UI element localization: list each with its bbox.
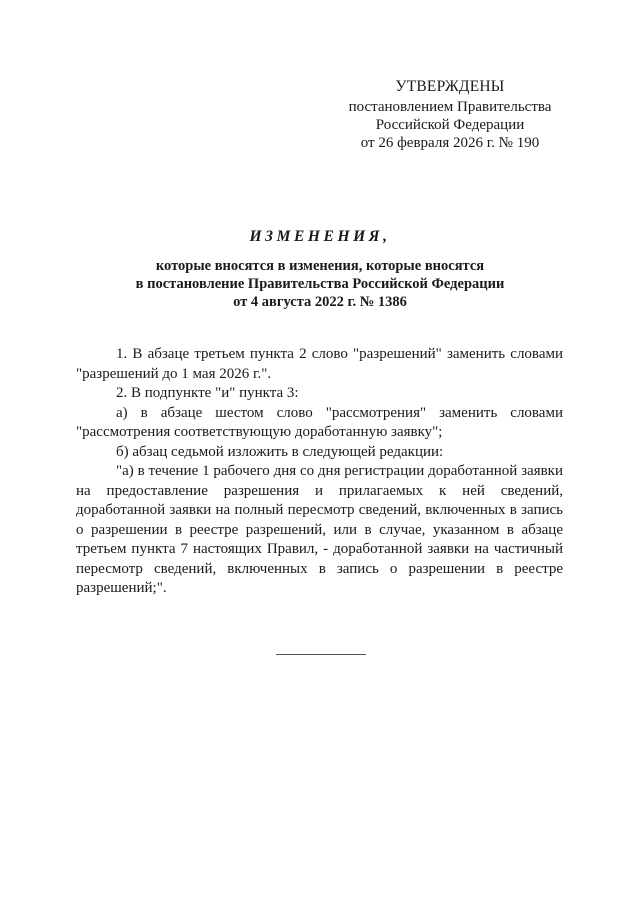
paragraph-4: б) абзац седьмой изложить в следующей редакции: [116,443,444,460]
approval-line-1: постановлением Правительства [348,99,552,115]
document-body [76,345,563,599]
paragraph-5: "а) в течение 1 рабочего дня со дня регистрации доработанной заявки на предоставление разрешения и прилагаемых к ней сведений, доработанной заявки на полный пересмотр сведений, включенных в запись о разрешении в реестре разрешений, или в случае, указанном в абзаце третьем пункта 7 настоящих Правил, - доработанной заявки на частичный пересмотр сведений, включенных в запись о разрешении в реестре разрешений;". [76,463,563,596]
approval-line-3: от 26 февраля 2026 г. № 190 [360,135,540,151]
paragraph-1: 1. В абзаце третьем пункта 2 слово "разрешений" заменить словами "разрешений до 1 мая 2026 г.". [76,346,563,382]
title-line-3: от 4 августа 2022 г. № 1386 [233,294,407,310]
approval-label: УТВЕРЖДЕНЫ [395,78,505,95]
document-title: ИЗМЕНЕНИЯ, [249,228,391,245]
paragraph-2: 2. В подпункте "и" пункта 3: [116,385,299,401]
approval-stamp [300,78,600,152]
end-divider [276,654,366,655]
title-line-1: которые вносятся в изменения, которые вносятся [155,258,485,274]
approval-line-2: Российской Федерации [375,117,525,133]
document-title-block [60,228,580,311]
title-line-2: в постановление Правительства Российской Федерации [135,276,505,292]
paragraph-3: а) в абзаце шестом слово "рассмотрения" заменить словами "рассмотрения соответствующую доработанную заявку"; [76,404,563,440]
